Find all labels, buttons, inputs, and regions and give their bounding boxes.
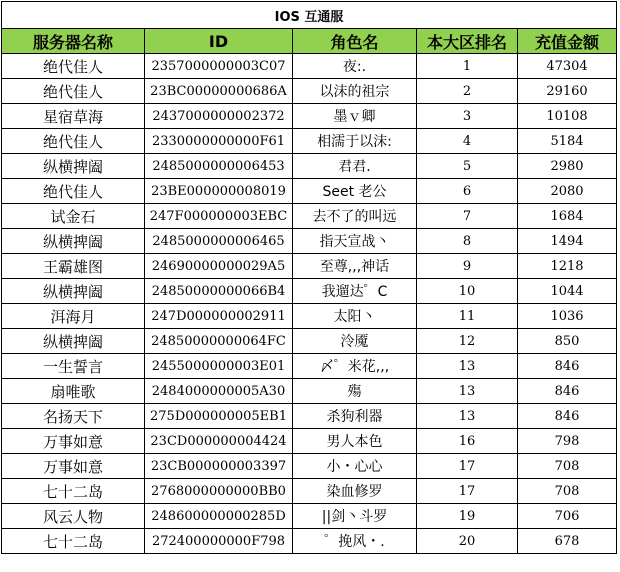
cell-rank[interactable]: 17 [417,454,518,479]
table-row [2,454,617,479]
table-row [2,154,617,179]
cell-role[interactable]: 以沫的祖宗 [293,79,417,104]
cell-amount[interactable]: 1494 [518,229,617,254]
cell-role[interactable]: 相濡于以沫: [293,129,417,154]
cell-server[interactable]: 绝代佳人 [2,54,145,79]
table-row [2,404,617,429]
table-row [2,54,617,79]
cell-amount[interactable]: 1684 [518,204,617,229]
header-server[interactable]: 服务器名称 [2,29,145,54]
cell-role[interactable]: 夜:. [293,54,417,79]
cell-rank[interactable]: 5 [417,154,518,179]
cell-role[interactable]: 〆゜米花,,, [293,354,417,379]
cell-amount[interactable]: 846 [518,354,617,379]
cell-id[interactable]: 2330000000000F61 [145,129,293,154]
cell-server[interactable]: 试金石 [2,204,145,229]
cell-role[interactable]: 杀狗利器 [293,404,417,429]
cell-role[interactable]: 太阳丶 [293,304,417,329]
cell-amount[interactable]: 5184 [518,129,617,154]
header-amount[interactable]: 充值金额 [518,29,617,54]
cell-amount[interactable]: 708 [518,479,617,504]
table-row [2,229,617,254]
cell-amount[interactable]: 846 [518,404,617,429]
cell-role[interactable]: 指天宣战丶 [293,229,417,254]
table-row [2,254,617,279]
table-row [2,504,617,529]
cell-server[interactable]: 绝代佳人 [2,129,145,154]
cell-server[interactable]: 绝代佳人 [2,179,145,204]
cell-role[interactable]: Seet 老公 [293,179,417,204]
table-row [2,429,617,454]
cell-amount[interactable]: 1036 [518,304,617,329]
cell-id[interactable]: 2485000000006465 [145,229,293,254]
header-rank[interactable]: 本大区排名 [417,29,518,54]
cell-server[interactable]: 纵横捭阖 [2,229,145,254]
cell-rank[interactable]: 12 [417,329,518,354]
cell-id[interactable]: 23BE000000008019 [145,179,293,204]
cell-amount[interactable]: 2080 [518,179,617,204]
cell-amount[interactable]: 10108 [518,104,617,129]
cell-role[interactable]: ||剑丶斗罗 [293,504,417,529]
cell-server[interactable]: 纵横捭阖 [2,329,145,354]
cell-server[interactable]: 七十二岛 [2,479,145,504]
title-row [2,2,617,29]
table-row [2,204,617,229]
table-row [2,279,617,304]
cell-amount[interactable]: 2980 [518,154,617,179]
cell-server[interactable]: 扇唯歌 [2,379,145,404]
cell-amount[interactable]: 850 [518,329,617,354]
cell-rank[interactable]: 2 [417,79,518,104]
table-row [2,354,617,379]
table-title: IOS 互通服 [2,2,617,29]
table-row [2,79,617,104]
cell-rank[interactable]: 17 [417,479,518,504]
cell-id[interactable]: 24850000000066B4 [145,279,293,304]
cell-rank[interactable]: 3 [417,104,518,129]
cell-id[interactable]: 2357000000003C07 [145,54,293,79]
cell-rank[interactable]: 13 [417,404,518,429]
table-body [2,54,617,554]
cell-id[interactable]: 247F000000003EBC [145,204,293,229]
cell-id[interactable]: 24690000000029A5 [145,254,293,279]
cell-id[interactable]: 23CB000000003397 [145,454,293,479]
cell-amount[interactable]: 1044 [518,279,617,304]
cell-amount[interactable]: 708 [518,454,617,479]
cell-role[interactable]: 我遛达゜C [293,279,417,304]
cell-id[interactable]: 248600000000285D [145,504,293,529]
cell-id[interactable]: 272400000000F798 [145,529,293,554]
cell-rank[interactable]: 13 [417,379,518,404]
cell-id[interactable]: 2768000000000BB0 [145,479,293,504]
cell-server[interactable]: 纵横捭阖 [2,279,145,304]
table-row [2,529,617,554]
cell-rank[interactable]: 1 [417,54,518,79]
cell-server[interactable]: 王霸雄图 [2,254,145,279]
cell-rank[interactable]: 9 [417,254,518,279]
cell-amount[interactable]: 47304 [518,54,617,79]
cell-rank[interactable]: 4 [417,129,518,154]
table-row [2,129,617,154]
cell-role[interactable]: 殤 [293,379,417,404]
cell-amount[interactable]: 798 [518,429,617,454]
cell-rank[interactable]: 13 [417,354,518,379]
cell-rank[interactable]: 20 [417,529,518,554]
cell-role[interactable]: 至尊,,,神话 [293,254,417,279]
table-row [2,104,617,129]
cell-server[interactable]: 名扬天下 [2,404,145,429]
cell-id[interactable]: 24850000000064FC [145,329,293,354]
header-role[interactable]: 角色名 [293,29,417,54]
cell-id[interactable]: 275D000000005EB1 [145,404,293,429]
table-row [2,329,617,354]
ranking-table [1,1,617,554]
cell-amount[interactable]: 846 [518,379,617,404]
cell-id[interactable]: 23BC00000000686A [145,79,293,104]
cell-amount[interactable]: 678 [518,529,617,554]
cell-rank[interactable]: 10 [417,279,518,304]
cell-rank[interactable]: 19 [417,504,518,529]
cell-id[interactable]: 23CD000000004424 [145,429,293,454]
cell-amount[interactable]: 29160 [518,79,617,104]
table-row [2,304,617,329]
cell-server[interactable]: 万事如意 [2,454,145,479]
cell-role[interactable]: 染血修罗 [293,479,417,504]
cell-amount[interactable]: 1218 [518,254,617,279]
spreadsheet [1,1,619,570]
table-row [2,179,617,204]
header-id[interactable]: ID [145,29,293,54]
cell-server[interactable]: 一生誓言 [2,354,145,379]
header-row [2,29,617,54]
cell-rank[interactable]: 11 [417,304,518,329]
cell-id[interactable]: 2484000000005A30 [145,379,293,404]
cell-id[interactable]: 247D000000002911 [145,304,293,329]
cell-id[interactable]: 2437000000002372 [145,104,293,129]
cell-role[interactable]: 去不了的叫远 [293,204,417,229]
cell-role[interactable]: 君君. [293,154,417,179]
cell-server[interactable]: 七十二岛 [2,529,145,554]
cell-server[interactable]: 洱海月 [2,304,145,329]
cell-server[interactable]: 万事如意 [2,429,145,454]
cell-rank[interactable]: 7 [417,204,518,229]
cell-role[interactable]: 男人本色 [293,429,417,454]
cell-role[interactable]: 泠魇 [293,329,417,354]
cell-role[interactable]: ゜挽风・. [293,529,417,554]
cell-server[interactable]: 绝代佳人 [2,79,145,104]
cell-server[interactable]: 星宿草海 [2,104,145,129]
cell-amount[interactable]: 706 [518,504,617,529]
cell-rank[interactable]: 6 [417,179,518,204]
cell-id[interactable]: 2455000000003E01 [145,354,293,379]
cell-role[interactable]: 墨ｖ卿 [293,104,417,129]
cell-rank[interactable]: 16 [417,429,518,454]
cell-id[interactable]: 2485000000006453 [145,154,293,179]
table-row [2,479,617,504]
table-row [2,379,617,404]
cell-rank[interactable]: 8 [417,229,518,254]
cell-role[interactable]: 小・心心 [293,454,417,479]
cell-server[interactable]: 纵横捭阖 [2,154,145,179]
cell-server[interactable]: 风云人物 [2,504,145,529]
